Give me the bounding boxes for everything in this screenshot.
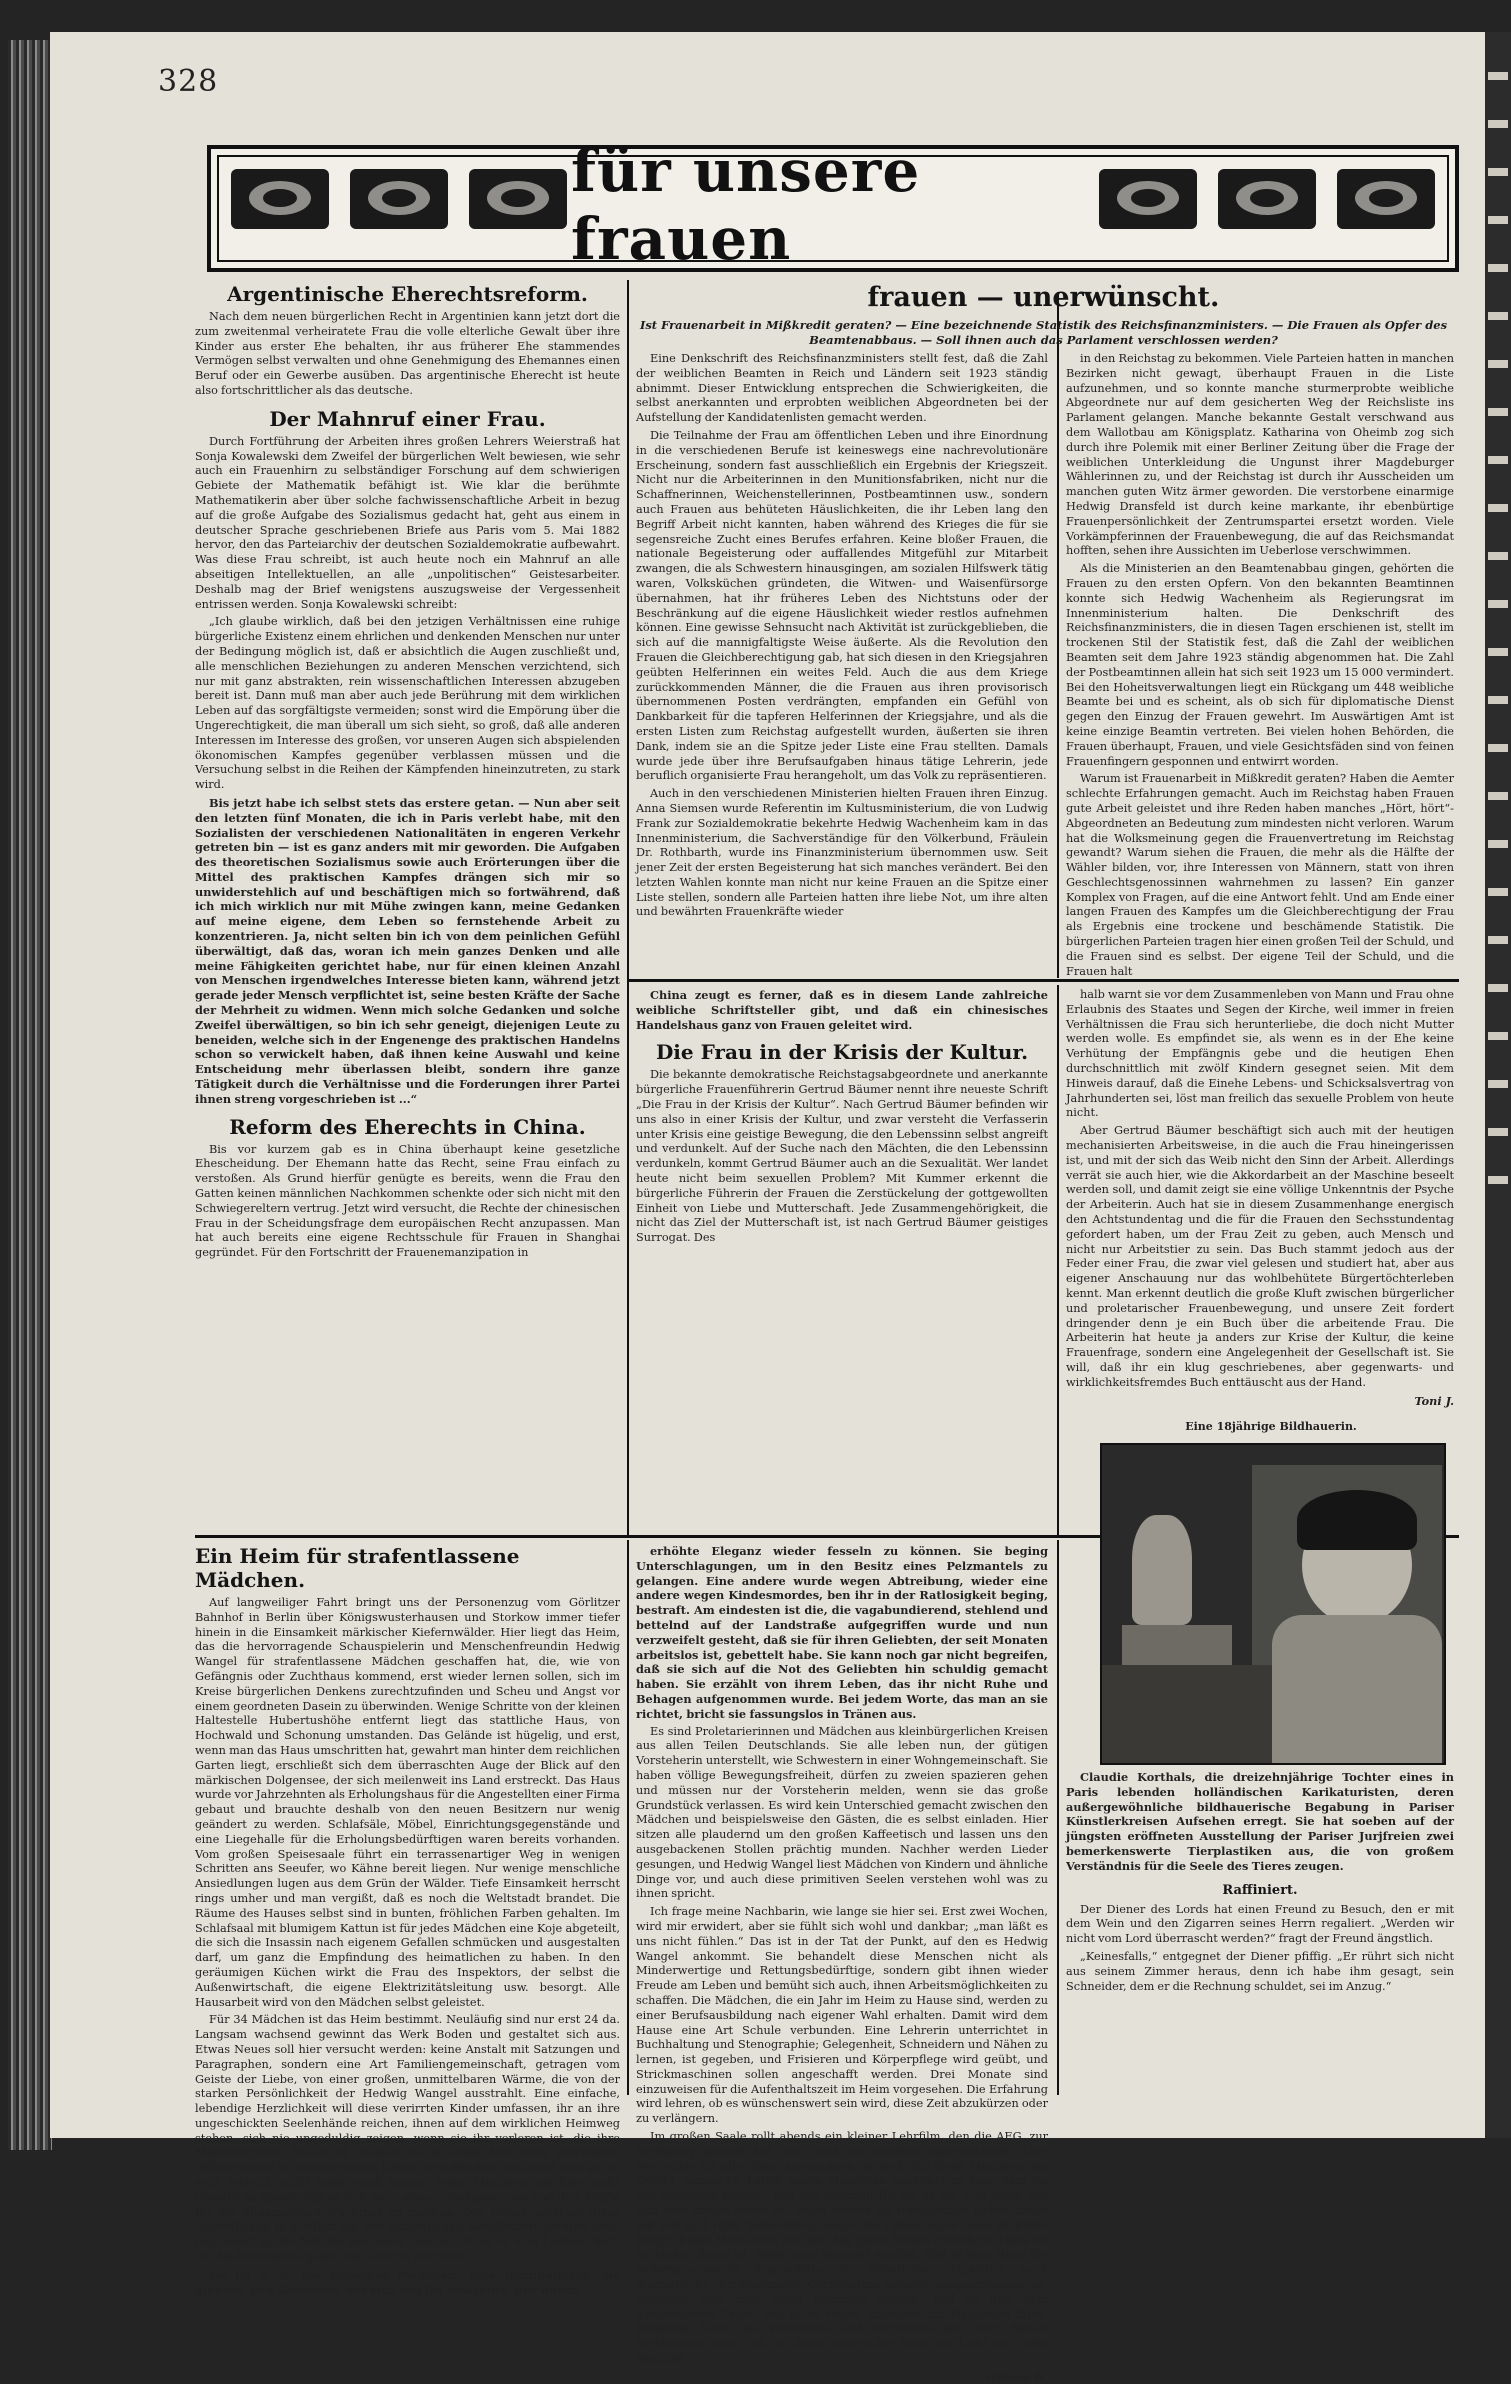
paragraph: Nach dem neuen bürgerlichen Recht in Argentinien kann jetzt dort die zum zweitenmal verheiratete Frau die volle elterliche Gewalt über ihre Kinder aus erster Ehe behalten, ihr aus früherer Ehe stammendes Vermögen selbst verwalten und ohne Genehmigung des Ehemannes einen Beruf oder ein Gewerbe ausüben. Das argentinische Eherecht ist heute also fortschrittlicher als das deutsche. (195, 310, 620, 397)
paragraph: erhöhte Eleganz wieder fesseln zu können. Sie beging Unterschlagungen, um in den Besitz eines Pelzmantels zu gelangen. Eine andere wurde wegen Abtreibung, wieder eine andere wegen Kindesmordes, ben ihr in der Ratlosigkeit beging, bestraft. Am eindesten ist die, die vagabundierend, stehlend und bettelnd auf der Landstraße aufgegriffen wurde und nun verzweifelt gesteht, daß sie für ihren Geliebten, der seit Monaten arbeitslos ist, gebettelt habe. Sie kann noch gar nicht begreifen, daß sie sich auf die Not des Geliebten hin schuldig gemacht haben. Sie erzählt von ihrem Leben, das ihr nicht Ruhe und Behagen aufgenommen wurde. Bei jedem Worte, das man an sie richtet, bricht sie fassungslos in Tränen aus. (636, 1544, 1048, 1721)
subheadline: Ist Frauenarbeit in Mißkredit geraten? — Eine bezeichnende Statistik des Reichsfinanzministers. — Die Frauen als Opfer des Beamtenabbaus. — Soll ihnen auch das Parlament verschlossen werden? (639, 318, 1448, 347)
column-rule (1057, 292, 1059, 978)
article-column (636, 1544, 1048, 2384)
article-argentina (195, 282, 620, 1264)
paragraph: Als die Ministerien an den Beamtenabbau gingen, gehörten die Frauen zu den ersten Opfern. Von den bekannten Beamtinnen konnte sich Hedwig Wachenheim als Regierungsrat im Innenministerium halten. Die Denkschrift des Reichsfinanzministers, die in diesen Tagen erschienen ist, stellt im trockenen Stil der Statistik fest, daß die Zahl der weiblichen Beamten seit dem Jahre 1923 ständig abgenommen hat. Die Zahl der Postbeamtinnen allein hat sich seit 1923 um 15 000 vermindert. Bei den Hoheitsverwaltungen liegt ein Rückgang um 448 weibliche Beamte bei und es scheint, als ob sich für diplomatische Dienst gegen den Einzug der Frauen gewehrt. Im Auswärtigen Amt ist keine einzige Beamtin vertreten. Bei vielen hohen Behörden, die Frauen überhaupt, Frauen, und viele Gesichtsfäden sind von feinen Frauenfingern gesponnen und entwirrt worden. (1066, 562, 1454, 768)
paragraph: Durch Fortführung der Arbeiten ihres großen Lehrers Weierstraß hat Sonja Kowalewski dem Zweifel der bürgerlichen Welt bewiesen, wie sehr auch ein Frauenhirn zu selbständiger Forschung auf dem schwierigen Gebiete der Mathematik befähigt ist. Wie klar die berühmte Mathematikerin aber über solche fachwissenschaftliche Arbeit in bezug auf die große Aufgabe des Sozialismus gedacht hat, geht aus einem in deutscher Sprache geschriebenen Briefe aus Paris vom 5. Mai 1882 hervor, den das Parteiarchiv der deutschen Sozialdemokratie aufbewahrt. Was diese Frau schreibt, ist auch heute noch ein Mahnruf an alle abseitigen Intellektuellen, an alle „unpolitischen“ Geistesarbeiter. Deshalb mag der Brief wenigstens auszugsweise der Vergessenheit entrissen werden. Sonja Kowalewski schreibt: (195, 434, 620, 611)
headline: Die Frau in der Krisis der Kultur. (655, 1040, 1029, 1065)
column-rule (627, 1540, 629, 2095)
paragraph: Aber Gertrud Bäumer beschäftigt sich auch mit der heutigen mechanisierten Arbeitsweise, in die auch die Frau hineingerissen ist, und mit der sich das Weib nicht den Sinn der Arbeit. Allerdings verrät sie auch hier, wie die Akkordarbeit an der Maschine beseelt werden soll, und damit zeigt sie eine völlige Unkenntnis der Psyche der Arbeiterin. Auch hat sie in diesem Zusammenhange energisch den Achtstundentag und die für die Frauen den Sechsstundentag gefordert haben, um der Frau Zeit zu geben, auch Mensch und nicht nur Arbeitstier zu sein. Das Buch stammt jedoch aus der Feder einer Frau, die zwar viel gelesen und studiert hat, aber aus eigener Anschauung nur das wohlbehütete Bürgertöchterleben kennt. Man erkennt deutlich die große Kluft zwischen bürgerlicher und proletarischer Frauenbewegung, und unsere Zeit fordert dringender denn je ein Buch über die arbeitende Frau. Die Arbeiterin hat heute ja anders zur Krise der Kultur, die keine Frauenfrage, sondern eine Angelegenheit der Gesellschaft ist. Sie will, daß ihr ein klug geschriebenes, aber gegenwarts- und wirklichkeitsfremdes Buch enttäuscht aus der Hand. (1066, 1124, 1454, 1389)
article-heim (195, 1544, 620, 2300)
paragraph: Bis vor kurzem gab es in China überhaupt keine gesetzliche Ehescheidung. Der Ehemann hatte das Recht, seine Frau einfach zu verstoßen. Als Grund hierfür genügte es bereits, wenn die Frau den Gatten keinen männlichen Nachkommen schenkte oder sich nicht mit den Schwiegereltern vertrug. Jetzt wird versucht, die Rechte der chinesischen Frau in der Scheidungsfrage dem europäischen Recht anzupassen. Man hat auch bereits eine eigene Rechtsschule für Frauen in Shanghai gegründet. Für den Fortschritt der Frauenemanzipation in (195, 1142, 620, 1260)
paragraph: „Ich glaube wirklich, daß bei den jetzigen Verhältnissen eine ruhige bürgerliche Existenz einem ehrlichen und denkenden Menschen nur unter der Bedingung möglich ist, daß er absichtlich die Augen zuschließt und, alle menschlichen Beziehungen zu anderen Menschen verzichtend, sich nur mit ganz abstrakten, rein wissenschaftlichen Interessen abzugeben bereit ist. Dann muß man aber auch jede Berührung mit dem wirklichen Leben auf das sorgfältigste vermeiden; sonst wird die Empörung über die Ungerechtigkeit, die man überall um sich sieht, so groß, daß alle anderen Interessen im Interesse des großen, vor unseren Augen sich abspielenden ökonomischen Kampfes gegenüber verblassen müssen und die Versuchung selbst in die Reihen der Kämpfenden hineinzutreten, zu stark wird. (195, 615, 620, 792)
headline: frauen — unerwünscht. (867, 282, 1220, 313)
section-title: für unsere frauen (571, 137, 921, 273)
paragraph: Auch in den verschiedenen Ministerien hielten Frauen ihren Einzug. Anna Siemsen wurde Referentin im Kultusministerium, die von Ludwig Frank zur Sozialdemokratie bekehrte Hedwig Wachenheim kam in das Innenministerium, die Sachverständige für den Völkerbund, Fräulein Dr. Rothbarth, wurde ins Finanzministerium übernommen usw. Seit jener Zeit der ersten Begeisterung hat sich manches verändert. Bei den letzten Wahlen konnte man nicht nur keine Frauen an die Spitze einer Liste stellen, sondern alle Parteien hatten ihre liebe Not, um ihre alten und bewährten Frauenkräfte wieder (636, 787, 1048, 919)
headline: Ein Heim für strafentlassene Mädchen. (195, 1544, 520, 1592)
page-number: 328 (158, 64, 219, 99)
paragraph: Im großen Saale rollt abends ein kleiner Lehrfilm, den die AEG. zur Verfügung gestellt hat, und wird der zweiten Tageswechselt. Aber wertvoller als alle diese Anregungen ist doch für diese Mädchen das Gefühl, einmal im Leben einem Menschen begegnet zu sein, dem sie voll vertrauen können, und der jederzeit für sie da ist. Und jeder, der sich dort immer bereit ist, ihnen wieder ein freundlicher Helfer, ihnen mit Rat und Hilfe beizustehen, wenn das Leben ihnen neue Konflikte bringt. Einen Menschen, bei dem das ganze Wesen christliche Liebe ist im besten Sinne ist. Dabei mag bemerkt werden, daß in dem Heim die widerspruchsvolle Atmosphäre der christlichen Anstalten, auch dogmatische, konfessionelle Christentum absolut ausgeschlossen ist. Nirgends hört man einen frommen Spruch, und es gibt kein gemeinsames Gebet, das in so vielen Anstalten zur Heuchelei führt. Einfacher Geist des Verstehens und Vertrauens gibt auch diesen Verlassenen einen Ort, wo ihnen wahrhaftes Heim das Licht der Liebe leuchtet. (636, 2130, 1048, 2366)
article-krisis-der-kultur (636, 988, 1048, 1249)
photo-title: Eine 18jährige Bildhauerin. (1185, 1420, 1357, 1433)
headline: Der Mahnruf einer Frau. (269, 406, 546, 431)
floral-ornament-icon (1099, 169, 1435, 237)
next-page-edge (1485, 32, 1511, 2138)
paragraph: Auf langweiliger Fahrt bringt uns der Personenzug vom Görlitzer Bahnhof in Berlin über Königswusterhausen und Storkow immer tiefer hinein in die Einsamkeit märkischer Kiefernwälder. Hier liegt das Heim, das die hervorragende Schauspielerin und Menschenfreundin Hedwig Wangel für strafentlassene Mädchen geschaffen hat, die, wie von Gefängnis oder Zuchthaus kommend, erst wieder lernen sollen, sich im Kreise bürgerlichen Denkens zurechtzufinden und Scheu und Angst vor einem geordneten Dasein zu überwinden. Wenige Schritte von der kleinen Haltestelle Hubertushöhe entfernt liegt das stattliche Haus, von Hochwald und Schonung umstanden. Das Gelände ist hügelig, und erst, wenn man das Haus umschritten hat, gewahrt man hinter dem reichlichen Garten liegt, erschließt sich dem überraschten Auge der Blick auf den märkischen Dolgensee, der sich meilenweit ins Land erstreckt. Das Haus wurde vor Jahrzehnten als Erholungshaus für die Angestellten einer Firma gebaut und brauchte deshalb von den neuen Besitzern nur wenig geändert zu werden. Schlafsäle, Möbel, Einrichtungsgegenstände und eine Liegehalle für die Erholungsbedürftigen waren bereits vorhanden. Vom großen Speisesaale führt ein terrassenartiger Weg in wenigen Schritten ans Seeufer, wo Kähne bereit liegen. Nur wenige menschliche Ansiedlungen lugen aus dem Grün der Wälder. Tiefe Einsamkeit herrscht rings umher und man vergißt, daß es noch die Weltstadt brandet. Die Räume des Hauses selbst sind in bunten, fröhlichen Farben gehalten. Im Schlafsaal mit blumigem Kattun ist für jedes Mädchen eine Koje abgeteilt, die sich die Insassin nach eigenem Gefallen schmücken und ausgestalten darf, um ganz die Empfindung des heimatlichen zu haben. In den geräumigen Küchen wirkt die Frau des Inspektors, der selbst die Außenwirtschaft, die eigene Elektrizitätsleitung usw. besorgt. Alle Hausarbeit wird von den Mädchen selbst geleistet. (195, 1596, 620, 2009)
headline: Raffiniert. (1222, 1882, 1298, 1898)
author-signature: Toni J. (1414, 1393, 1454, 1408)
paragraph: Die Teilnahme der Frau am öffentlichen Leben und ihre Einordnung in die verschiedenen Berufe ist keineswegs eine nachrevolutionäre Erscheinung, sondern fast ausschließlich ein Ergebnis der Kriegszeit. Nicht nur die Arbeiterinnen in den Munitionsfabriken, nicht nur die Schaffnerinnen, Weichenstellerinnen, Postbeamtinnen usw., sondern auch Frauen aus behüteten Häuslichkeiten, die ihr Leben lang den Begriff Arbeit nicht kannten, haben während des Krieges die für sie segensreiche Zucht eines Berufes erfahren. Keine bloßer Frauen, die nationale Begeisterung oder auffallendes Mitgefühl zur Mitarbeit zwangen, die als Schwestern hinausgingen, am sozialen Hilfswerk tätig waren, Volksküchen gründeten, die Witwen- und Waisenfürsorge übernahmen, hat ihr früheres Leben des Nichtstuns oder der Beschränkung auf die eigene Häuslichkeit wieder restlos aufnehmen können. Eine gewisse Sehnsucht nach Aktivität ist zurückgeblieben, die sich auf die mannigfaltigste Weise äußerte. Als die Revolution den Frauen die Gleichberechtigung gab, hat sich diesen in den Kriegsjahren geübten Helferinnen ein weites Feld. Auch die aus dem Kriege zurückkommenden Männer, die die Frauen aus ihren provisorisch übernommenen Posten verdrängten, empfanden ein Gefühl von Dankbarkeit für die tapferen Helferinnen der Kriegsjahre, und als die ersten Listen zum Reichstag aufgestellt wurden, äußerten sie ihren Dank, indem sie an die Spitze jeder Liste eine Frau stellten. Damals wurde jede über ihre Berufsaufgaben hinaus tätige Lehrerin, jede beruflich organisierte Frau herangeholt, um das Volk zu repräsentieren. (636, 428, 1048, 783)
paragraph: Die bekannte demokratische Reichstagsabgeordnete und anerkannte bürgerliche Frauenführerin Gertrud Bäumer nennt ihre neueste Schrift „Die Frau in der Krisis der Kultur“. Nach Gertrud Bäumer befinden wir uns also in einer Krisis der Kultur, und zwar versteht die Verfasserin unter Krisis eine geistige Bewegung, die den Lebenssinn selbst angreift und verdunkelt. Auf der Suche nach den Mächten, die den Lebenssinn verdunkeln, kommt Gertrud Bäumer auch an die Sexualität. Wer landet heute nicht beim sexuellen Problem? Mit Kummer erkennt die bürgerliche Führerin der Frauen die Zerstückelung der gottgewollten Einheit von Liebe und Mutterschaft. Jede Zusammengehörigkeit, die nicht das Ziel der Mutterschaft ist, ist nach Gertrud Bäumer geistiges Surrogat. Des (636, 1068, 1048, 1245)
paragraph: Da ist z. B. ein hübsches Mädchen, eine Buchhalterin, die glaubte, den Geliebten, der sich von ihr abwandte, nur durch (195, 2267, 620, 2297)
author-signature: Helene B. (985, 2369, 1048, 2384)
paragraph: Ich frage meine Nachbarin, wie lange sie hier sei. Erst zwei Wochen, wird mir erwidert, aber sie fühlt sich wohl und dankbar; „man läßt es uns nicht fühlen.“ Das ist in der Tat der Punkt, auf den es Hedwig Wangel ankommt. Sie behandelt diese Menschen nicht als Minderwertige und Rettungsbedürftige, sondern gibt ihnen wieder Freude am Leben und bemüht sich auch, ihnen Arbeitsmöglichkeiten zu schaffen. Die Mädchen, die ein Jahr im Heim zu Hause sind, werden zu einer Berufsausbildung nach eigener Wahl erhalten. Damit wird dem Hause eine Art Schule verbunden. Eine Lehrerin unterrichtet in Buchhaltung und Stenographie; Gelegenheit, Schneidern und Nähen zu lernen, ist gegeben, und Frisieren und Körperpflege wird geübt, und Strickmaschinen sollen angeschafft werden. Drei Monate sind einzuweisen für die Aufenthaltszeit im Heim vorgesehen. Die Erfahrung wird lehren, ob es wünschenswert sein wird, diese Zeit abzukürzen oder zu verlängern. (636, 1905, 1048, 2126)
article-column (636, 352, 1048, 923)
headline: Argentinische Eherechtsreform. (227, 282, 588, 306)
paragraph: Für 34 Mädchen ist das Heim bestimmt. Neuläufig sind nur erst 24 da. Langsam wachsend gewinnt das Werk Boden und gestaltet sich aus. Etwas Neues soll hier versucht werden: keine Anstalt mit Satzungen und Paragraphen, sondern eine Art Familiengemeinschaft, getragen vom Geiste der Liebe, von einer großen, unmittelbaren Wärme, die von der starken Persönlichkeit der Hedwig Wangel ausstrahlt. Eine einfache, lebendige Herzlichkeit will diese verirrten Kinder umfassen, ihr an ihre ungeschickten Seelenhände reichen, ihnen auf dem wirklichen Heimweg stehen, sich nie ungeduldig zeigen, wenn sie ihr verloren ist, die ihre Menschlichkeit. Vielleicht müssen sie in einen Arm ihrer erkrankten Willen wieder in ein geordnetes Leben zurückfinden. Vielleicht sind sie zu sehr verletzt, nicht mehr stark genug. Jedes Mädchen soll hier mehr Gewähr zu finden, daß es sich den Leben zurückgewinnen und ihre Kräfte für die Allgemeinheit fruchtbar zu machen. Der Grund, weshalb diese Jugendlichen in Konflikt mit der bürgerlichen Gesellschaft geraten sind, liegt meist in der Not des sexuellen Lebens. Oft ist es eine Leidenschaft, die die betreffende gegen die Gesetze verführte. (195, 2013, 620, 2264)
paragraph: in den Reichstag zu bekommen. Viele Parteien hatten in manchen Bezirken nicht gewagt, überhaupt Frauen in die Liste aufzunehmen, und so konnte manche sturmerprobte weibliche Abgeordnete nur auf dem gesicherten Weg der Reichsliste ins Parlament gelangen. Manche bekannte Gestalt verschwand aus dem Wallotbau am Königsplatz. Katharina von Oheimb zog sich durch ihre Polemik mit einer Berliner Zeitung über die Frage der weiblichen Unterkleidung die Ungunst ihrer Magdeburger Wählerinnen zu, und der Reichstag ist durch ihr Ausscheiden um manchen guten Witz ärmer geworden. Die verstorbene einarmige Hedwig Dransfeld ist durch keine markante, ihr ebenbürtige Frauenpersönlichkeit der Zentrumspartei ersetzt worden. Viele Vorkämpferinnen der Frauenbewegung, die auf das Reichsmandat hofften, sehen ihre Aussichten im Ueberlose verschwimmen. (1066, 352, 1454, 558)
article-frauen-unerwuenscht (636, 282, 1451, 351)
paragraph: Bis jetzt habe ich selbst stets das erstere getan. — Nun aber seit den letzten fünf Monaten, die ich in Paris verlebt habe, mit den Sozialisten der verschiedenen Nationalitäten in engeren Verkehr getreten bin — ist es ganz anders mit mir geworden. Die Aufgaben des theoretischen Sozialismus sowie auch Erörterungen über die Mittel des praktischen Kampfes drängen sich mir so unwiderstehlich auf und beschäftigen mich so fortwährend, daß ich mich wirklich nur mit Mühe zwingen kann, meine Gedanken auf meine eigene, dem Leben so fernstehende Arbeit zu konzentrieren. Ja, nicht selten bin ich von dem peinlichen Gefühl überwältigt, daß das, woran ich mein ganzes Denken und alle meine Fähigkeiten gerichtet habe, nur für einen kleinen Anzahl von Menschen irgendwelches Interesse bieten kann, während jetzt gerade jeder Mensch verpflichtet ist, seine besten Kräfte der Sache der Mehrheit zu widmen. Wenn mich solche Gedanken und solche Zweifel überwältigen, so bin ich sehr geneigt, diejenigen Leute zu beneiden, welche sich in der Engenenge des praktischen Handelns schon so verwickelt haben, daß ihnen keine Auswahl und keine Entscheidung mehr überlassen bleibt, sondern ihre ganze Tätigkeit durch die Verhältnisse und die Forderungen ihrer Partei ihnen streng vorgeschrieben ist ...“ (195, 795, 620, 1106)
sculptor-photo (1100, 1443, 1446, 1765)
column-rule (627, 280, 629, 1535)
photo-caption: Claudie Korthals, die dreizehnjährige Tochter eines in Paris lebenden holländischen Karikaturisten, deren außergewöhnliche bildhauerische Begabung in Pariser Künstlerkreisen Aufsehen erregt. Sie hat soeben auf der jüngsten eröffneten Ausstellung der Pariser Jurjfreien zwei bemerkenswerte Tierplastiken aus, die von großem Verständnis für die Seele des Tieres zeugen. (1066, 1770, 1454, 1873)
photo-caption-column (1066, 1770, 1454, 1997)
paragraph: China zeugt es ferner, daß es in diesem Lande zahlreiche weibliche Schriftsteller gibt, und daß ein chinesisches Handelshaus ganz von Frauen geleitet wird. (636, 988, 1048, 1032)
book-binding (8, 40, 52, 2150)
paragraph: Es sind Proletarierinnen und Mädchen aus kleinbürgerlichen Kreisen aus allen Teilen Deutschlands. Sie alle leben nun, der gütigen Vorsteherin unterstellt, wie Schwestern in einer Wohngemeinschaft. Sie haben völlige Bewegungsfreiheit, dürfen zu zweien spazieren gehen und müssen nur der Vorsteherin melden, wenn sie das große Grundstück verlassen. Es wird kein Unterschied gemacht zwischen den Mädchen und beispielsweise den Gästen, die es selbst einladen. Hier sitzen alle plaudernd um den großen Kaffeetisch und lassen uns den ausgebackenen Stollen prächtig munden. Nachher werden Lieder gesungen, und Hedwig Wangel liest Mädchen von Kindern und ähnliche Dinge vor, und auch diese primitiven Seelen verstehen wohl was zu ihnen spricht. (636, 1724, 1048, 1901)
paragraph: Der Diener des Lords hat einen Freund zu Besuch, den er mit dem Wein und den Zigarren seines Herrn regaliert. „Werden wir nicht vom Lord überrascht werden?“ fragt der Freund ängstlich. (1066, 1902, 1454, 1946)
headline: Reform des Eherechts in China. (229, 1114, 586, 1139)
floral-ornament-icon (231, 169, 567, 237)
article-column (1066, 352, 1454, 982)
column-rule (1057, 985, 1059, 1535)
paragraph: Eine Denkschrift des Reichsfinanzministers stellt fest, daß die Zahl der weiblichen Beamten in Reich und Ländern seit 1923 ständig abnimmt. Dieser Entwicklung entsprechen die Schwierigkeiten, die selbst anerkannten und erprobten weiblichen Abgeordneten bei der Aufstellung der Kandidatenlisten gemacht werden. (636, 352, 1048, 425)
paragraph: halb warnt sie vor dem Zusammenleben von Mann und Frau ohne Erlaubnis des Staates und Segen der Kirche, weil immer in freien Verhältnissen die Frau sich herunterliebe, die doch nicht Mutter werden wolle. Es empfindet sie, als wenn es in der Ehe keine Verhütung der Empfängnis gebe und die heutigen Ehen durchschnittlich mit zwölf Kindern gesegnet seien. Mit dem Hinweis darauf, daß die Einehe Lebens- und Schicksalsvertrag von Jahrhunderten sei, löst man freilich das sexuelle Problem von heute nicht. (1066, 988, 1454, 1120)
paragraph: Warum ist Frauenarbeit in Mißkredit geraten? Haben die Aemter schlechte Erfahrungen gemacht. Auch im Reichstag haben Frauen gute Arbeit geleistet und ihre Reden haben manches „Hört, hört“-Abgeordneten an Bedeutung zum mindesten nicht verloren. Warum hat die Wolksmeinung gegen die Frauenvertretung im Reichstag gewandt? Warum siehen die Frauen, die mehr als die Hälfte der Wähler bilden, vor, ihre Interessen von Männern, statt von ihren Geschlechtsgenossinnen wahrnehmen zu lassen? Ein ganzer Komplex von Fragen, auf die eine Antwort fehlt. Und am Ende einer langen Frauen des Kampfes um die Gleichberechtigung der Frau als Ergebnis eine trockene und beschämende Statistik. Die bürgerlichen Parteien tragen hier einen großen Teil der Schuld, und die Frauen sind es selbst. Der eigene Teil der Schuld, und die Frauen halt (1066, 772, 1454, 978)
column-rule (1057, 1540, 1059, 2095)
paragraph: „Keinesfalls,“ entgegnet der Diener pfiffig. „Er rührt sich nicht aus seinem Zimmer heraus, denn ich habe ihm gesagt, sein Schneider, dem er die Rechnung schuldet, sei im Anzug.“ (1066, 1949, 1454, 1993)
section-banner (207, 137, 1459, 273)
article-column (1066, 988, 1454, 1408)
